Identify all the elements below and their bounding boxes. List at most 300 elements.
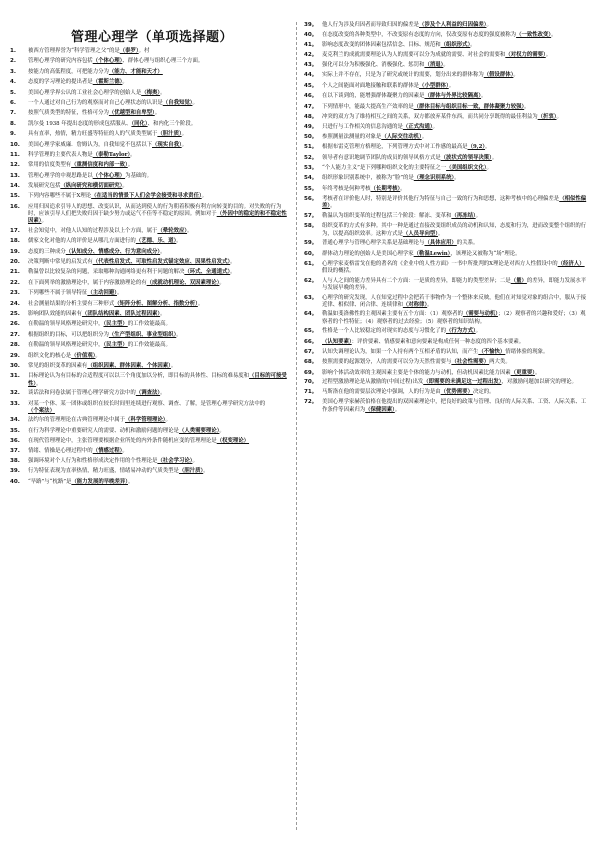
answer-text: （权变理论）	[216, 438, 250, 445]
question-item	[10, 390, 292, 397]
question-tail: 。	[394, 406, 401, 413]
question-stem: 法约尔的管理理论在古典管理理论中属于	[28, 417, 126, 424]
question-tail: 。	[165, 417, 171, 424]
question-stem: 决策判断中常见的启发式有	[28, 259, 93, 266]
question-tail: ，对激励问题加以研究的理论。	[501, 379, 577, 386]
question-text	[322, 328, 588, 335]
question-tail: 。	[181, 131, 188, 138]
question-tail: 。	[534, 369, 541, 376]
answer-text: （人员导向型）	[402, 230, 438, 237]
question-text	[28, 401, 292, 415]
answer-text: （现实自我）	[152, 141, 182, 148]
question-tail: 。	[181, 141, 188, 148]
question-text	[28, 458, 292, 465]
question-tail: 。	[203, 468, 209, 475]
question-tail: 。	[127, 162, 134, 169]
right-column	[304, 22, 588, 416]
question-item	[304, 144, 588, 151]
answer-text: （能力发展的早晚差异）	[71, 478, 128, 485]
question-stem: 在勒温的领导风格理论研究中，	[28, 342, 104, 349]
question-number: 22.	[10, 279, 20, 286]
question-tail: 。	[95, 352, 101, 359]
question-tail: 。	[170, 362, 177, 369]
question-stem: 认知失调理论认为，如果一个人持有两个互相矛盾的认知，而产生	[322, 348, 479, 355]
question-item	[10, 417, 292, 424]
question-tail: 。	[475, 213, 482, 220]
question-stem: 勒温如斐洛佛性的主观因素主要有五个方面：（1）观察者的	[322, 311, 463, 318]
question-number: 37.	[10, 447, 20, 454]
question-tail: 。	[556, 113, 562, 120]
question-tail: 。	[545, 52, 552, 59]
question-number: 72。	[304, 399, 318, 406]
question-number: 16.	[10, 203, 20, 210]
question-item	[304, 261, 588, 275]
question-number: 25.	[10, 310, 20, 317]
question-number: 63。	[304, 294, 318, 301]
question-tail: 为基础的。	[125, 172, 153, 179]
question-item	[304, 32, 588, 39]
question-number: 36.	[10, 438, 20, 445]
answer-text: （量）	[510, 277, 527, 284]
question-number: 24.	[10, 300, 20, 307]
question-tail: 。	[192, 458, 198, 465]
question-tail: 。	[551, 32, 557, 39]
question-text	[322, 72, 588, 79]
question-number: 1.	[10, 48, 17, 54]
question-text	[322, 213, 588, 220]
question-item	[10, 79, 292, 86]
question-number: 70。	[304, 379, 318, 386]
question-number: 3.	[10, 68, 17, 75]
question-text	[28, 438, 292, 445]
answer-text: （个体心理）	[92, 172, 126, 179]
question-text	[322, 370, 588, 377]
answer-text: （自我知觉）	[162, 99, 193, 106]
question-tail: 。	[486, 22, 492, 28]
question-text	[28, 321, 292, 328]
answer-text: （保健因素）	[365, 406, 395, 413]
answer-text: （纵向研究和横切面研究）	[60, 183, 123, 190]
question-tail: 。	[470, 41, 476, 48]
question-number: 56。	[304, 196, 318, 203]
question-text	[322, 349, 588, 356]
answer-text: （再冻结）	[451, 213, 476, 220]
question-stem: 人与人之间的能力差异具有二个方面：一是质的差异，即能力的类型差异；二是	[322, 277, 511, 284]
question-text	[28, 152, 292, 159]
question-tail: ，该理论又被称为“场”理论。	[450, 250, 521, 257]
answer-text: （折衷）	[537, 113, 557, 120]
question-tail: 、和内化三个阶段。	[147, 120, 197, 127]
question-text	[322, 240, 588, 247]
question-text	[28, 269, 292, 276]
question-tail: 。	[160, 248, 166, 255]
question-number: 5.	[10, 89, 17, 96]
question-item	[10, 142, 292, 149]
question-number: 57。	[304, 213, 318, 220]
question-number: 40.	[10, 478, 20, 485]
question-stem: 马斯洛在他的需要层次理论中强调，人的行为是由	[322, 388, 441, 395]
question-item	[10, 249, 292, 256]
question-item	[10, 363, 292, 370]
question-number: 49。	[304, 123, 318, 130]
answer-text: （9,2）	[467, 144, 486, 151]
question-stem: 儒家文化对他的人的评价是从哪几方面进行的	[28, 238, 136, 245]
question-number: 8.	[10, 120, 17, 127]
question-tail: 。村	[138, 48, 150, 54]
answer-text: （涉及个人利益的归因偏差）	[419, 22, 487, 28]
question-number: 47。	[304, 103, 318, 110]
question-item	[304, 124, 588, 131]
question-text	[322, 389, 588, 396]
question-number: 46。	[304, 93, 318, 100]
question-text	[28, 479, 292, 486]
question-stem: 目标理论认为有目标的合适程度可以以三个角度加以分析，即目标的具体性、目标的难易度和	[28, 373, 250, 380]
answer-text: （能力、才能和天才）	[108, 68, 163, 75]
left-column	[10, 48, 292, 489]
page-title: 管理心理学（单项选择题）	[70, 30, 233, 45]
question-number: 54。	[304, 175, 318, 182]
question-item	[10, 468, 292, 475]
question-stem: 实际上并不存在，只是为了研究或统计的需要，划分出来的群体称为	[322, 72, 484, 79]
question-tail: 。	[454, 175, 460, 182]
question-number: 20.	[10, 259, 20, 266]
question-item	[304, 175, 588, 182]
question-stem: 具有直率，热情，精力旺盛等特征的人的气质类型属于	[28, 131, 158, 138]
question-item	[10, 131, 292, 138]
question-item	[10, 90, 292, 97]
question-item	[10, 69, 292, 76]
question-number: 61。	[304, 261, 318, 268]
answer-text: （消退）	[424, 61, 444, 68]
answer-text: （经济人）	[557, 261, 585, 268]
question-tail: 。	[154, 110, 161, 117]
question-number: 43。	[304, 61, 318, 68]
question-item	[304, 52, 588, 59]
question-stem: 社会知觉中，对他人认知的过程涉及以上个方面，属于	[28, 227, 158, 234]
question-item	[10, 269, 292, 276]
question-stem: 影响团队效能的因素有	[28, 310, 82, 317]
question-tail: 。	[421, 133, 428, 140]
question-stem: 在勒温的领导风格理论研究中，	[28, 321, 104, 328]
answer-text: （环式、全通道式）	[184, 269, 231, 276]
question-stem: 按照气质类型的特征，性格可分为	[28, 110, 109, 117]
answer-text: （长期考核）	[370, 185, 401, 192]
question-tail: 。	[330, 203, 336, 210]
answer-text: （成就动机理论、双因素理论）	[146, 279, 220, 286]
question-item	[10, 259, 292, 266]
question-stem: 组织变革的方式有多种。其中一种是通过直接改变组织成员的动机和认知，态度和行为，进而改变整个组织的行为，以提高组织效率。这种方式是	[322, 223, 587, 237]
question-item	[10, 193, 292, 200]
question-tail: 两大类。	[489, 359, 511, 366]
answer-text: （霍斯兰德）	[92, 79, 123, 86]
question-text	[322, 223, 588, 237]
question-item	[304, 399, 588, 413]
question-text	[28, 468, 292, 475]
answer-text: （理念识别系统）	[413, 175, 455, 182]
question-tail: 。	[485, 144, 491, 151]
question-number: 66。	[304, 338, 318, 345]
question-item	[10, 280, 292, 287]
answer-text: （波状式的领导决策）	[440, 154, 492, 161]
question-text	[28, 290, 292, 297]
question-stem: 冲突的双方为了维持相互之间的关系，双方都放弃某件东西，而共同分享既得的最佳利益为	[322, 113, 538, 120]
question-tail: 。	[491, 154, 498, 161]
question-stem: 领导者有意识地调节团队的成员的领导风格方式是	[322, 154, 441, 161]
question-number: 2.	[10, 58, 17, 65]
question-item	[304, 62, 588, 69]
question-item	[304, 311, 588, 325]
question-stem: 影响态度改变的团体因素包括信念、目标、规范和	[322, 41, 441, 48]
question-number: 44。	[304, 72, 318, 79]
question-text	[28, 100, 292, 107]
answer-text: （美国组织文化）	[446, 165, 487, 172]
answer-text: （行为方式）	[446, 328, 476, 335]
question-item	[10, 479, 292, 486]
question-text	[28, 110, 292, 117]
question-text	[322, 155, 588, 162]
answer-text: （需要与动机）	[462, 311, 498, 318]
question-number: 68。	[304, 359, 318, 366]
question-text	[28, 173, 292, 180]
answer-text: （对称律）	[402, 301, 428, 308]
question-number: 6.	[10, 99, 17, 106]
question-stem: 普通心理学与管理心理学关系是基础理论与	[322, 240, 425, 247]
question-stem: 组织形象识别系统中，被称为“脸”的是	[322, 175, 414, 182]
question-item	[304, 278, 588, 292]
question-tail: 。	[437, 230, 444, 237]
question-number: 9.	[10, 131, 17, 138]
question-number: 58。	[304, 223, 318, 230]
question-text	[322, 379, 588, 386]
question-text	[322, 196, 588, 210]
question-tail: 。	[481, 93, 487, 100]
question-text	[28, 390, 292, 397]
question-stem: 下列内容哪些不属于X理论	[28, 193, 92, 200]
question-number: 52。	[304, 154, 318, 161]
question-tail: 。	[197, 300, 204, 307]
question-item	[304, 370, 588, 377]
question-number: 10.	[10, 141, 20, 148]
question-tail: 。	[448, 82, 455, 89]
question-tail: 。	[176, 331, 182, 338]
question-number: 50。	[304, 133, 318, 140]
question-number: 11.	[10, 151, 20, 158]
question-item	[10, 183, 292, 190]
question-number: 26.	[10, 321, 20, 328]
answer-text: （价值观）	[71, 352, 96, 359]
question-number: 40。	[304, 32, 318, 39]
question-item	[10, 100, 292, 107]
question-number: 33.	[10, 400, 20, 407]
question-item	[10, 332, 292, 339]
question-tail: 的关系。	[456, 240, 479, 247]
question-stem: 常用的信度类型有	[28, 162, 72, 169]
question-item	[304, 339, 588, 346]
answer-text: （梅奥）	[141, 89, 161, 96]
question-item	[304, 104, 588, 111]
question-item	[10, 458, 292, 465]
question-item	[10, 162, 292, 169]
answer-text: （认知要素）	[322, 338, 352, 345]
question-text	[322, 134, 588, 141]
question-stem: 下列情形中，能最大提高生产效率的是	[322, 103, 414, 110]
question-item	[10, 238, 292, 245]
answer-text: （团队结构因素、团队过程因素）	[81, 310, 161, 317]
answer-text: （外因中的稳定的和不稳定性因素）	[28, 211, 287, 225]
question-text	[28, 448, 292, 455]
question-item	[304, 42, 588, 49]
question-text	[322, 278, 588, 292]
answer-text: （假设群体）	[483, 72, 514, 79]
question-item	[304, 93, 588, 100]
question-number: 60。	[304, 250, 318, 257]
question-stem: 应用归因追求引导人的思想、改变认识，从而达到使人的行为朝着积极有利方向转变的目的。对失败的行为时，应该引导人们把失败归因于缺少努力或运气不佳等不稳定的原因。例如对于	[28, 203, 282, 218]
question-text	[322, 104, 588, 111]
question-tail: 。	[160, 310, 166, 317]
question-tail: ；（2）观察者的兴趣和爱好；（3）观察者的个性特征；（4）观察者的过去经验；（5）观察者的知识结构。	[322, 311, 586, 325]
answer-text: （民主型）	[103, 342, 128, 349]
question-stem: 年终考核是何种考核	[322, 185, 371, 192]
question-stem: 下列哪些不属于领导特征	[28, 290, 88, 297]
answer-text: （胆汁质）	[157, 131, 182, 138]
question-tail: 情绪体验的现象。	[505, 348, 549, 355]
question-item	[10, 228, 292, 235]
question-item	[10, 428, 292, 435]
answer-text: （主动回避）	[87, 290, 117, 297]
question-tail: 。	[486, 165, 492, 172]
question-item	[10, 301, 292, 308]
question-number: 65。	[304, 328, 318, 335]
question-stem: 态度的三种成分	[28, 248, 66, 255]
answer-text: （社会学习论）	[157, 458, 193, 465]
answer-text: （群体与外界比较隔离）	[424, 93, 482, 100]
answer-text: （认知成分、情感成分、行为意向成分）	[65, 248, 161, 255]
question-text	[322, 175, 588, 182]
question-stem: 性格是一个人比较稳定的对现实的态度与习惯化了的	[322, 328, 446, 335]
question-stem: 麦克利兰的成就需要理论认为人的需要可以分为成就的需要、对社会的需要和	[322, 52, 506, 59]
answer-text: （优势需要）	[440, 388, 473, 395]
question-number: 51。	[304, 144, 318, 151]
question-text	[28, 373, 292, 387]
question-tail: 、群体心理与组织心理三个方面。	[122, 58, 204, 65]
question-item	[10, 290, 292, 297]
question-tail: 。	[219, 427, 225, 434]
question-tail: 。	[41, 218, 47, 225]
answer-text: （更重要）	[510, 369, 535, 376]
question-stem: 勒温认为组织变革的过程包括三个阶段：解冻、变革和	[322, 213, 452, 220]
question-stem: 情绪、情操是心理过程中的	[28, 447, 93, 454]
question-stem: 美国心理学家赫茨伯格在他提出的双因素理论中，把良好的政策与管理、良好的人际关系、工资、人际关系、工作条件等因素归为	[322, 399, 587, 413]
question-number: 34.	[10, 417, 20, 424]
question-stem: “个人能力主义”是下列哪种组织文化的主要特征之一	[322, 165, 447, 172]
question-text	[28, 249, 292, 256]
question-number: 28.	[10, 342, 20, 349]
question-stem: 态度的学习理论的提出者是	[28, 79, 93, 86]
column-divider	[296, 22, 297, 830]
question-item	[304, 328, 588, 335]
question-tail: 。	[130, 151, 136, 158]
question-item	[304, 389, 588, 396]
answer-text: （代表性启发式、可取性启发式锚定效应、因果性启发式）	[92, 259, 231, 266]
answer-text: （科学管理理论）	[125, 417, 166, 424]
question-stem: 只进行与工作相关的信息沟通的是	[322, 123, 403, 130]
question-stem: 在以下谈到的，能增强群体凝聚力的因素是	[322, 93, 425, 100]
question-item	[304, 165, 588, 172]
question-tail: 。	[443, 61, 449, 68]
question-number: 38.	[10, 458, 20, 465]
question-stem: 心理学的研究发现，人在知觉过程中会把若干事物作为一个整体来反映，他们在对知觉对象的组合中，服从于接近律、相似律、闭合律、连续律和	[322, 294, 587, 308]
question-number: 29.	[10, 352, 20, 359]
question-item	[304, 251, 588, 258]
answer-text: （人际交往动机）	[381, 133, 422, 140]
question-number: 19.	[10, 248, 20, 255]
question-text	[28, 417, 292, 424]
question-stem: 强调环境对个人行为和性格形成决定作用的个性理论是	[28, 458, 158, 465]
question-stem: 按能力的高低程度，可把能力分为	[28, 68, 109, 75]
question-number: 41。	[304, 41, 318, 48]
question-text	[28, 69, 292, 76]
question-text	[322, 144, 588, 151]
question-number: 4.	[10, 79, 17, 86]
question-tail: 。	[201, 193, 208, 200]
question-tail: 。	[524, 103, 530, 110]
question-item	[10, 342, 292, 349]
answer-text: （同化）	[131, 120, 148, 127]
question-text	[28, 353, 292, 360]
question-stem: 美国心理学界公认的工业社会心理学的创始人是	[28, 89, 142, 96]
question-item	[304, 72, 588, 79]
question-text	[322, 339, 588, 346]
question-stem: 在下面列举的激励理论中，属于内容激励理论的有	[28, 279, 147, 286]
question-stem: 行为特征表现为直率热情，精力旺盛，情绪易冲动的气质类型是	[28, 468, 179, 475]
question-tail: 。	[160, 89, 166, 96]
answer-text: （矩阵分析、图解分析、指数分析）	[114, 300, 198, 307]
question-tail: 的差异，即能力发展水平与发展早晚的差异。	[322, 277, 587, 292]
question-tail: 。	[432, 123, 438, 130]
question-stem: 心理学家麦格雷戈在他的著名的《企业中的人性方面》一书中所批判的X理论是对西方人性假设中的	[322, 261, 558, 268]
question-item	[304, 359, 588, 366]
question-number: 13.	[10, 172, 20, 179]
question-text	[322, 311, 588, 325]
question-text	[28, 428, 292, 435]
question-item	[304, 196, 588, 210]
question-item	[10, 353, 292, 360]
question-text	[322, 93, 588, 100]
question-text	[322, 22, 588, 29]
question-text	[28, 193, 292, 200]
answer-text: （不愉快）	[478, 348, 506, 355]
question-item	[10, 173, 292, 180]
question-stem: “旱路”与“枕路”是	[28, 478, 72, 485]
question-number: 35.	[10, 427, 20, 434]
question-text	[322, 42, 588, 49]
question-stem: 在态度改变的各种类型中，不改变原有态度的方向，仅改变原有态度的强度被称为	[322, 32, 517, 39]
question-item	[304, 186, 588, 193]
question-number: 53。	[304, 165, 318, 172]
question-tail: 的工作效能最高。	[127, 342, 171, 349]
question-item	[304, 240, 588, 247]
question-number: 67。	[304, 348, 318, 355]
question-tail: 。	[127, 478, 134, 485]
question-number: 32.	[10, 390, 20, 397]
question-text	[28, 363, 292, 370]
question-stem: 常见的组织变革的因素有	[28, 362, 88, 369]
answer-text: （正式沟通）	[402, 123, 433, 130]
question-text	[322, 295, 588, 309]
question-text	[28, 301, 292, 308]
question-number: 64。	[304, 311, 318, 318]
answer-text: （泰勒Taylor）	[92, 151, 131, 158]
